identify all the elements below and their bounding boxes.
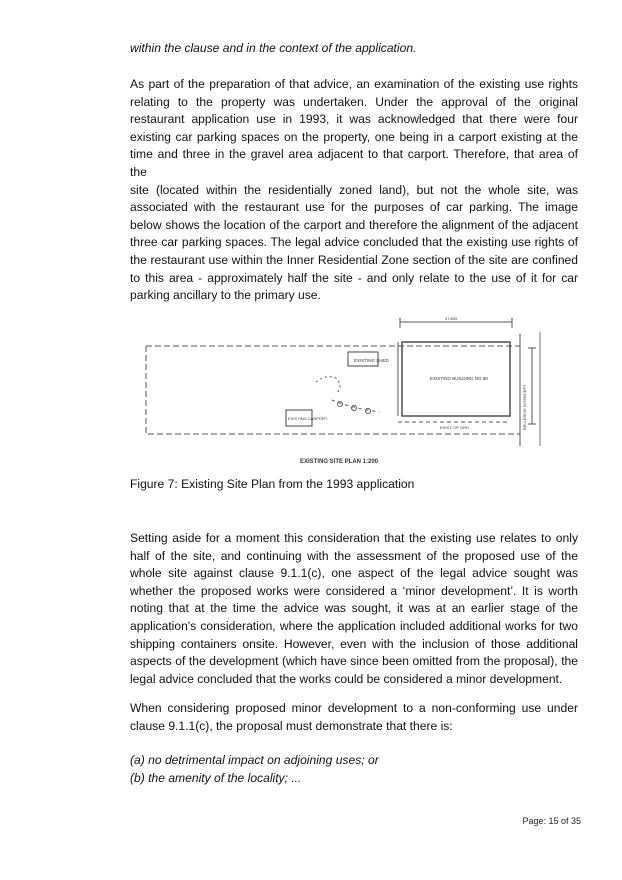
existing-site-plan-figure — [140, 312, 550, 472]
figure-caption: Figure 7: Existing Site Plan from the 1993 application — [130, 477, 415, 491]
bottom-right-label: EXIST. OF GRD — [440, 425, 469, 430]
building-label: EXISTING BUILDING NO 88 — [430, 376, 488, 381]
right-side-label: BELLERIVE INTERCEPT — [522, 384, 527, 430]
paragraph-existing-use: As part of the preparation of that advice, an examination of the existing use rights relating to the property was undertaken. Under the approval of the original restaurant application use in 1993, it was acknowledged that there were four existing car parking spaces on the property, one being in a carport existing at the time and three in the gravel area adjacent to that carport. Therefore, that area of the site (located within the residentially zoned land), but not the whole site, was associated with the restaurant use for the purposes of car parking. The image below shows the location of the carport and therefore the alignment of the adjacent three car parking spaces. The legal advice concluded that the existing use rights of the restaurant use within the Inner Residential Zone section of the site are confined to this area - approximately half the site - and only relate to the use of it for car parking ancillary to the primary use. — [130, 77, 578, 303]
page-number: Page: 15 of 35 — [522, 816, 581, 826]
shed-label: EXISTING SHED — [354, 358, 389, 363]
paragraph-minor-development: Setting aside for a moment this consideration that the existing use relates to only half of the site, and continuing with the assessment of the proposed use of the whole site against clause 9.1.1(c), one aspect of the legal advice sought was whether the proposed works were considered a ‘minor development’. It is worth noting that at the time the advice was sought, it was at an earlier stage of the application's consideration, where the application included additional works for two shipping containers onsite. However, even with the inclusion of those additional aspects of the development (which have since been omitted from the proposal), the legal advice concluded that the works could be considered a minor development. — [130, 531, 578, 686]
criteria-list — [130, 752, 578, 787]
plan-title: EXISTING SITE PLAN 1:200 — [300, 459, 379, 465]
intro-line: within the clause and in the context of the application. — [130, 41, 417, 55]
paragraph-criteria-intro: When considering proposed minor development to a non-conforming use under clause 9.1.1(c), the proposal must demonstrate that there is: — [130, 701, 578, 733]
top-dimension-label: 37.800 — [445, 316, 458, 321]
carport-label: EXISTING CARPORT — [288, 416, 328, 421]
criteria-item: (a) no detrimental impact on adjoining uses; or — [130, 753, 379, 767]
criteria-item: (b) the amenity of the locality; ... — [130, 770, 302, 785]
site-plan-drawing — [140, 312, 550, 472]
